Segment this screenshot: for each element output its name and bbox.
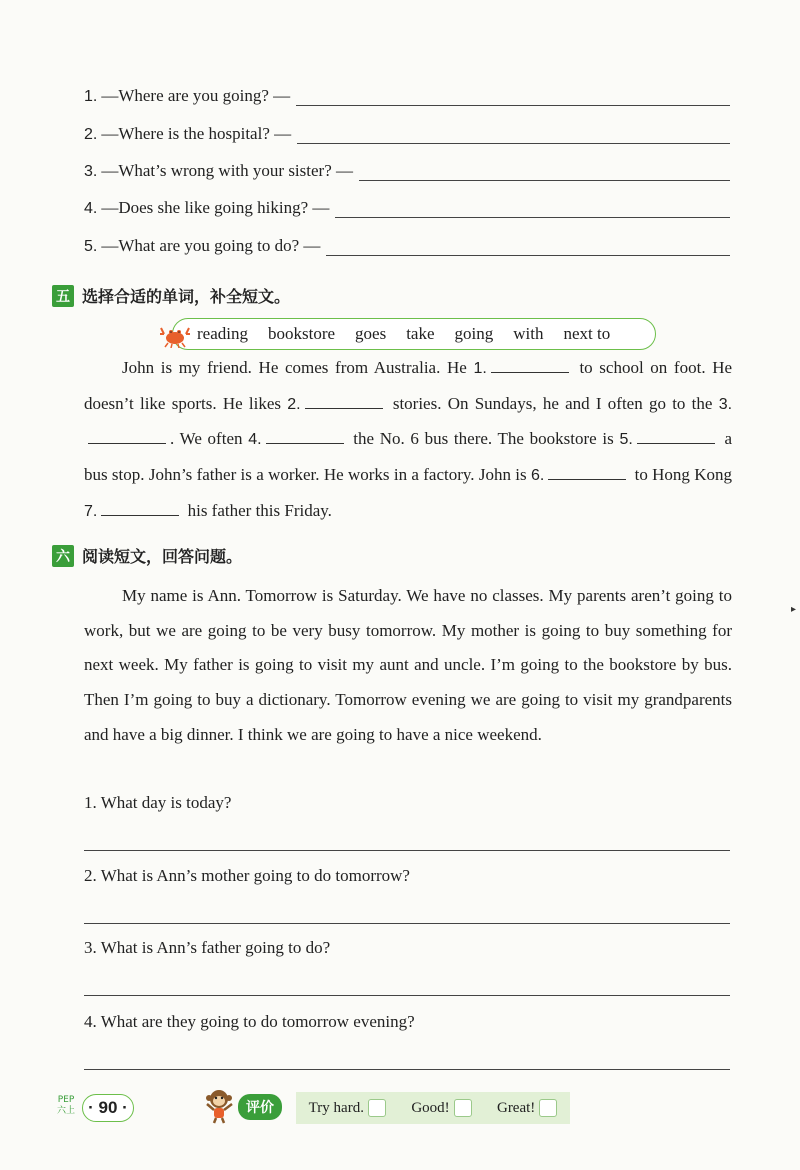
question-line-4 [84, 190, 730, 218]
evaluation-label: 评价 [238, 1094, 282, 1120]
reading-question-4: 4. What are they going to do tomorrow evening? [84, 1012, 415, 1031]
pep-label [52, 1095, 80, 1117]
reading-question-1: 1. What day is today? [84, 793, 232, 812]
margin-dot-icon: ▸ [791, 604, 797, 615]
rating-label: Try hard. [308, 1099, 364, 1116]
crab-icon [160, 322, 190, 348]
reading-question-2: 2. What is Ann’s mother going to do tomorrow? [84, 866, 410, 885]
passage-text: a bus stop. John’s father is a worker. He works in a factory. John is [84, 429, 733, 485]
blank-number: 4. [248, 431, 262, 449]
question-line-2 [84, 116, 730, 144]
word-bank [172, 318, 656, 350]
passage-text: . We often [170, 429, 243, 449]
blank-number: 6. [530, 467, 545, 485]
word-item: reading [197, 324, 248, 343]
question-line-3 [84, 153, 730, 181]
word-item: take [406, 324, 435, 343]
blank-number: 5. [619, 431, 633, 449]
section-five-header [52, 284, 290, 307]
section-title: 选择合适的单词，补全短文。 [82, 287, 291, 306]
passage-text: to Hong Kong [634, 465, 733, 485]
blank-3[interactable] [88, 430, 166, 444]
blank-number: 7. [84, 502, 98, 520]
monkey-icon [200, 1086, 238, 1124]
passage-text: the No. 6 bus there. The bookstore is [353, 429, 614, 449]
question-number: 1. [84, 88, 98, 105]
answer-line[interactable] [335, 198, 730, 218]
question-line-5 [84, 228, 730, 256]
blank-2[interactable] [305, 395, 383, 409]
question-number: 2. [84, 126, 98, 143]
question-text: —Does she like going hiking? — [101, 198, 330, 217]
question-text: —Where is the hospital? — [101, 124, 292, 143]
question-number: 3. [84, 163, 98, 180]
rating-good[interactable] [411, 1099, 471, 1117]
pep-top: PEP [57, 1095, 75, 1105]
answer-line[interactable] [326, 236, 730, 256]
answer-line[interactable] [84, 995, 730, 996]
rating-checkbox[interactable] [539, 1099, 557, 1117]
answer-line[interactable] [84, 1069, 730, 1070]
pep-bottom: 六上 [56, 1106, 75, 1116]
section-badge: 五 [52, 285, 74, 307]
blank-number: 3. [718, 395, 733, 413]
rating-label: Good! [411, 1099, 450, 1116]
answer-line[interactable] [84, 923, 730, 924]
question-text: —Where are you going? — [101, 86, 291, 105]
word-item: goes [355, 324, 387, 343]
rating-checkbox[interactable] [368, 1099, 386, 1117]
question-number: 4. [84, 200, 98, 217]
answer-line[interactable] [84, 850, 730, 851]
cloze-passage [84, 351, 732, 530]
reading-passage: My name is Ann. Tomorrow is Saturday. We have no classes. My parents aren’t going to work, but we are going to be very busy tomorrow. My mother is going to buy something for next week. My father is going to visit my aunt and uncle. I’m going to the bookstore by bus. Then I’m going to buy a dictionary. Tomorrow evening we are going to visit my grandparents and have a big dinner. I think we are going to have a nice weekend. [84, 586, 732, 744]
answer-line[interactable] [297, 124, 730, 144]
passage-text: to school on foot. He doesn’t like sports. He likes [84, 358, 733, 413]
reading-question-3: 3. What is Ann’s father going to do? [84, 938, 331, 957]
passage-text: stories. On Sundays, he and I often go to the [392, 393, 713, 413]
page-number: · 90 · [82, 1094, 134, 1122]
evaluation-box [296, 1092, 570, 1124]
answer-line[interactable] [359, 161, 730, 181]
blank-6[interactable] [548, 466, 626, 480]
blank-4[interactable] [266, 430, 344, 444]
rating-great[interactable] [497, 1099, 557, 1117]
answer-line[interactable] [296, 86, 730, 106]
question-line-1 [84, 78, 730, 106]
question-text: —What are you going to do? — [101, 236, 321, 255]
blank-number: 2. [287, 395, 301, 413]
blank-5[interactable] [637, 430, 715, 444]
section-title: 阅读短文，回答问题。 [82, 547, 243, 566]
word-item: going [454, 324, 494, 343]
passage-text: his father this Friday. [187, 500, 332, 520]
rating-label: Great! [496, 1099, 536, 1116]
blank-1[interactable] [491, 359, 569, 373]
blank-7[interactable] [101, 502, 179, 516]
passage-text: John is my friend. He comes from Australia. He [122, 358, 467, 377]
section-badge: 六 [52, 545, 74, 567]
question-text: —What’s wrong with your sister? — [101, 161, 353, 180]
rating-checkbox[interactable] [454, 1099, 472, 1117]
question-number: 5. [84, 238, 98, 255]
blank-number: 1. [473, 360, 487, 377]
word-item: next to [563, 324, 611, 343]
section-six-header [52, 544, 242, 567]
word-item: with [513, 324, 544, 343]
rating-try-hard[interactable] [309, 1099, 386, 1117]
word-item: bookstore [267, 324, 336, 343]
